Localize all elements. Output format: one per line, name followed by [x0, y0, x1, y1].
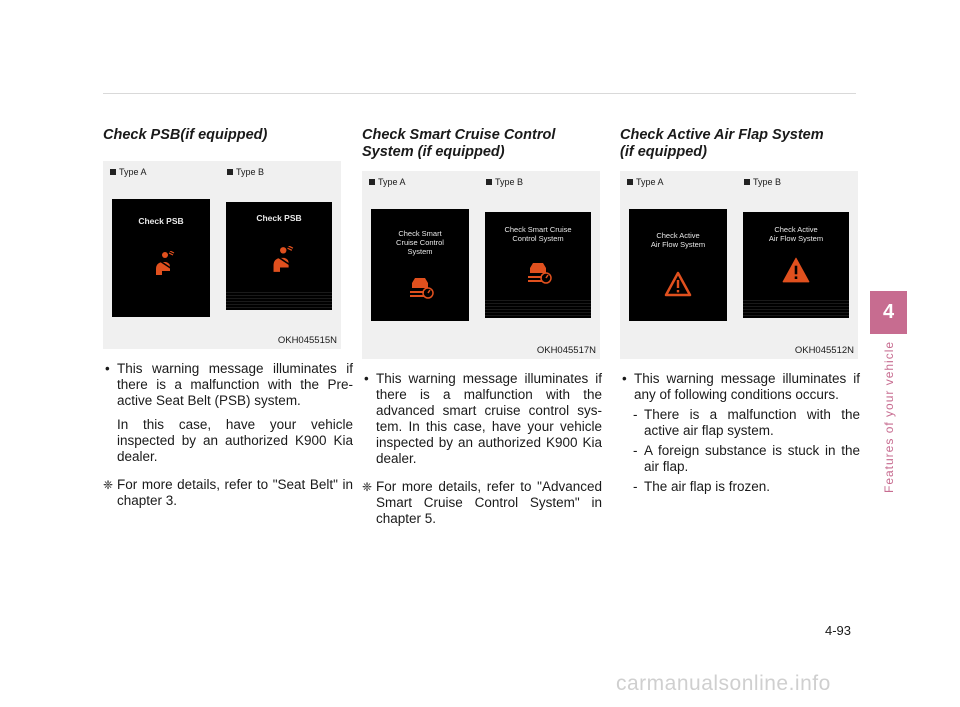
watermark: carmanualsonline.info	[616, 672, 831, 695]
square-bullet-icon	[110, 169, 116, 175]
seatbelt-warning-icon	[148, 251, 176, 277]
screen-type-a	[371, 209, 469, 321]
bullet-text: • This warning message illuminates if there is a malfunction with the advanced smart cruise control sys-tem. In this case, have your vehicle inspected by an authorized K900 Kia dealer.	[362, 371, 602, 467]
screen-message: Check Smart Cruise Control System	[504, 225, 572, 243]
warning-triangle-icon	[664, 271, 692, 297]
square-bullet-icon	[369, 179, 375, 185]
chapter-side-label: Features of your vehicle	[882, 340, 896, 493]
bullet-text: • This warning message illuminates if there is a malfunction with the Pre-active Seat Belt (PSB) system.	[103, 361, 353, 409]
screen-type-b	[485, 212, 591, 318]
section-title: Check Smart Cruise Control System (if equipped)	[362, 127, 556, 160]
screen-stripes	[743, 300, 849, 318]
smart-cruise-icon	[407, 275, 435, 299]
screen-type-a	[112, 199, 210, 317]
square-bullet-icon	[627, 179, 633, 185]
type-a-label: Type A	[627, 177, 664, 187]
figure-psb	[103, 161, 341, 349]
warning-triangle-icon	[781, 256, 811, 284]
bullet-text: • This warning message illuminates if any of following conditions occurs.	[620, 371, 860, 403]
dash-item: - There is a malfunction with the active air flap system.	[633, 407, 860, 438]
page-number: 4-93	[825, 623, 852, 638]
screen-type-b	[226, 202, 332, 310]
figure-code: OKH045512N	[794, 345, 854, 356]
type-b-label: Type B	[744, 177, 781, 187]
square-bullet-icon	[486, 179, 492, 185]
figure-code: OKH045515N	[277, 335, 337, 346]
section-title: Check Active Air Flap System (if equipped)	[620, 127, 824, 160]
screen-message: Check Smart Cruise Control System	[396, 229, 444, 256]
dash-item: - The air flap is frozen.	[633, 479, 771, 494]
screen-type-a	[629, 209, 727, 321]
figure-scc	[362, 171, 600, 359]
smart-cruise-icon	[525, 260, 553, 284]
square-bullet-icon	[744, 179, 750, 185]
type-b-label: Type B	[227, 167, 264, 177]
type-b-label: Type B	[486, 177, 523, 187]
paragraph: In this case, have your vehicle inspected by an authorized K900 Kia dealer.	[117, 417, 353, 464]
section-title: Check PSB(if equipped)	[103, 127, 268, 143]
type-a-label: Type A	[369, 177, 406, 187]
dash-item: - A foreign substance is stuck in the air flap.	[633, 443, 860, 474]
screen-type-b	[743, 212, 849, 318]
note: ❈ For more details, refer to "Seat Belt" in chapter 3.	[103, 477, 353, 508]
figure-code: OKH045517N	[536, 345, 596, 356]
chapter-tab[interactable]: 4	[870, 291, 907, 334]
note-mark-icon: ❈	[362, 480, 373, 494]
section-check-air-flap	[620, 127, 860, 495]
screen-message: Check Active Air Flow System	[768, 225, 824, 243]
type-a-label: Type A	[110, 167, 147, 177]
square-bullet-icon	[227, 169, 233, 175]
screen-message: Check PSB	[256, 213, 302, 223]
figure-air-flap	[620, 171, 858, 359]
screen-message: Check PSB	[138, 216, 184, 226]
screen-message: Check Active Air Flow System	[650, 231, 706, 249]
top-rule	[103, 93, 856, 94]
note-mark-icon: ❈	[103, 478, 114, 492]
screen-stripes	[226, 292, 332, 310]
section-check-scc	[362, 127, 602, 527]
section-check-psb	[103, 127, 353, 509]
screen-stripes	[485, 300, 591, 318]
note: ❈ For more details, refer to "Advanced Smart Cruise Control System" in chapter 5.	[362, 479, 602, 526]
seatbelt-warning-icon	[264, 246, 296, 274]
